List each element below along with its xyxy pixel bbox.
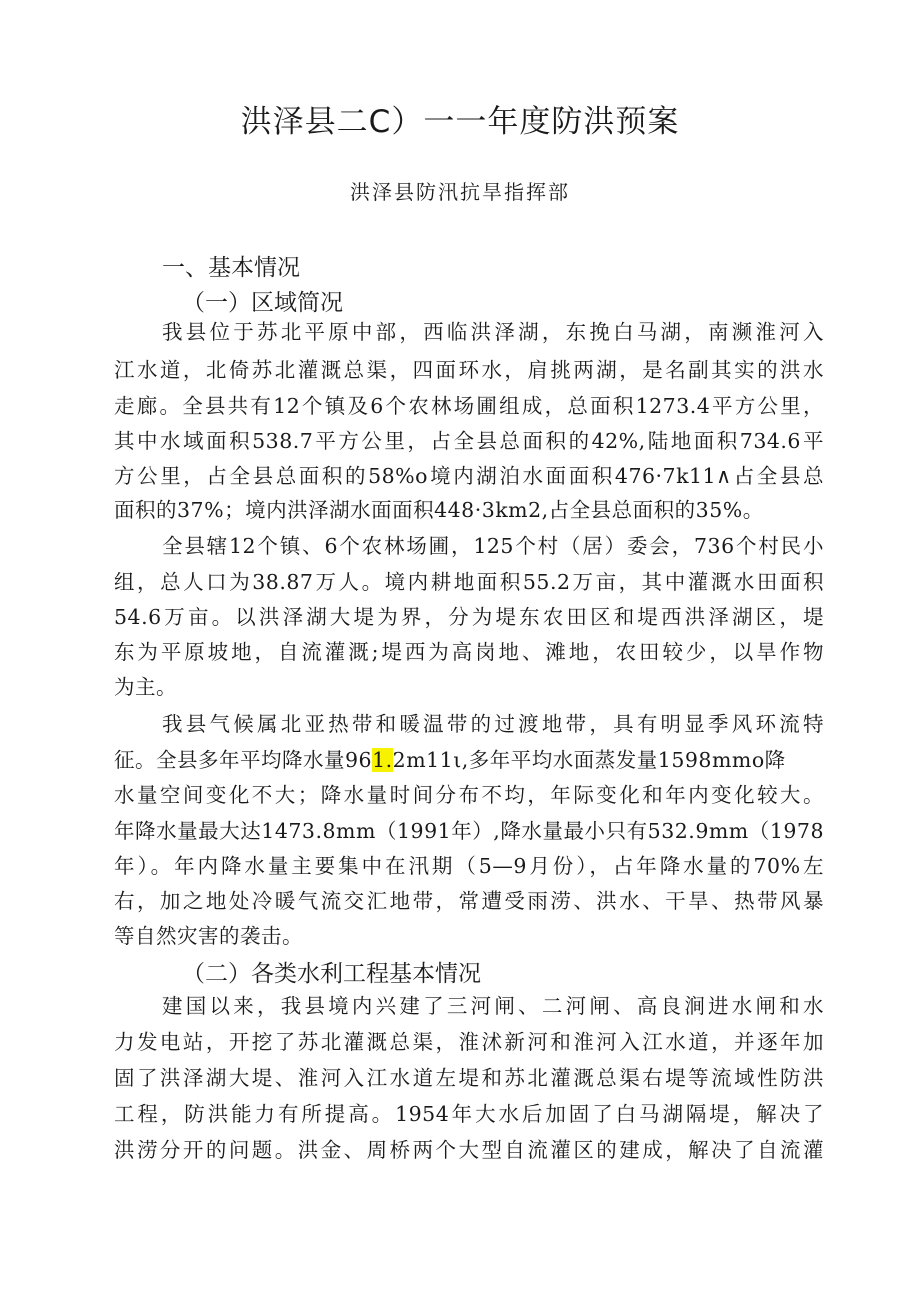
paragraph-line: 力发电站，开挖了苏北灌溉总渠，淮沭新河和淮河入江水道，并逐年加: [114, 1030, 824, 1054]
text-segment: 2m11ι,多年平均水面蒸发量1598mmo降: [392, 748, 786, 772]
subsection-heading-water-projects: （二）各类水利工程基本情况: [182, 961, 481, 987]
subsection-heading-region: （一）区域简况: [182, 290, 343, 316]
paragraph-line: 右，加之地处冷暖气流交汇地带，常遭受雨涝、洪水、干旱、热带风暴: [114, 889, 824, 913]
paragraph-line: 水量空间变化不大；降水量时间分布不均，年际变化和年内变化较大。: [114, 783, 824, 807]
paragraph-line-highlighted: [114, 743, 824, 777]
paragraph-line: 走廊。全县共有12个镇及6个农林场圃组成，总面积1273.4平方公里，: [114, 394, 824, 418]
paragraph-line: 我县气候属北亚热带和暖温带的过渡地带，具有明显季风环流特: [162, 712, 824, 736]
highlighted-text: 1.: [372, 748, 393, 772]
section-heading-basic-info: 一、基本情况: [162, 255, 300, 281]
paragraph-line: 东为平原坡地，自流灌溉;堤西为高岗地、滩地，农田较少，以旱作物: [114, 640, 824, 664]
document-title: 洪泽县二C）一一年度防洪预案: [240, 104, 680, 140]
paragraph-line: 方公里，占全县总面积的58%o境内湖泊水面面积476·7k11∧占全县总: [114, 464, 824, 488]
paragraph-line: 为主。: [114, 675, 177, 699]
paragraph-line: 全县辖12个镇、6个农林场圃，125个村（居）委会，736个村民小: [162, 534, 824, 558]
paragraph-line: 其中水域面积538.7平方公里，占全县总面积的42%,陆地面积734.6平: [114, 429, 824, 453]
paragraph-line: 年）。年内降水量主要集中在汛期（5—9月份），占年降水量的70%左: [114, 854, 824, 878]
paragraph-line: 江水道，北倚苏北灌溉总渠，四面环水，肩挑两湖，是名副其实的洪水: [114, 358, 824, 382]
paragraph-line: 固了洪泽湖大堤、淮河入江水道左堤和苏北灌溉总渠右堤等流域性防洪: [114, 1066, 824, 1090]
paragraph-line: 建国以来，我县境内兴建了三河闸、二河闸、高良涧进水闸和水: [162, 994, 824, 1018]
paragraph-line: 组，总人口为38.87万人。境内耕地面积55.2万亩，其中灌溉水田面积: [114, 570, 824, 594]
paragraph-line: 洪涝分开的问题。洪金、周桥两个大型自流灌区的建成，解决了自流灌: [114, 1138, 824, 1162]
paragraph-line: 年降水量最大达1473.8mm（1991年）,降水量最小只有532.9mm（1978: [114, 819, 824, 843]
document-subtitle: 洪泽县防汛抗旱指挥部: [350, 180, 570, 204]
text-segment: 征。全县多年平均降水量96: [114, 748, 373, 772]
paragraph-line: 54.6万亩。以洪泽湖大堤为界，分为堤东农田区和堤西洪泽湖区，堤: [114, 605, 824, 629]
paragraph-line: 面积的37%；境内洪泽湖水面面积448·3km2,占全县总面积的35%。: [114, 498, 764, 522]
paragraph-line: 我县位于苏北平原中部，西临洪泽湖，东挽白马湖，南濒淮河入: [162, 320, 824, 344]
paragraph-line: 等自然灾害的袭击。: [114, 924, 303, 948]
paragraph-line: 工程，防洪能力有所提高。1954年大水后加固了白马湖隔堤，解决了: [114, 1102, 824, 1126]
